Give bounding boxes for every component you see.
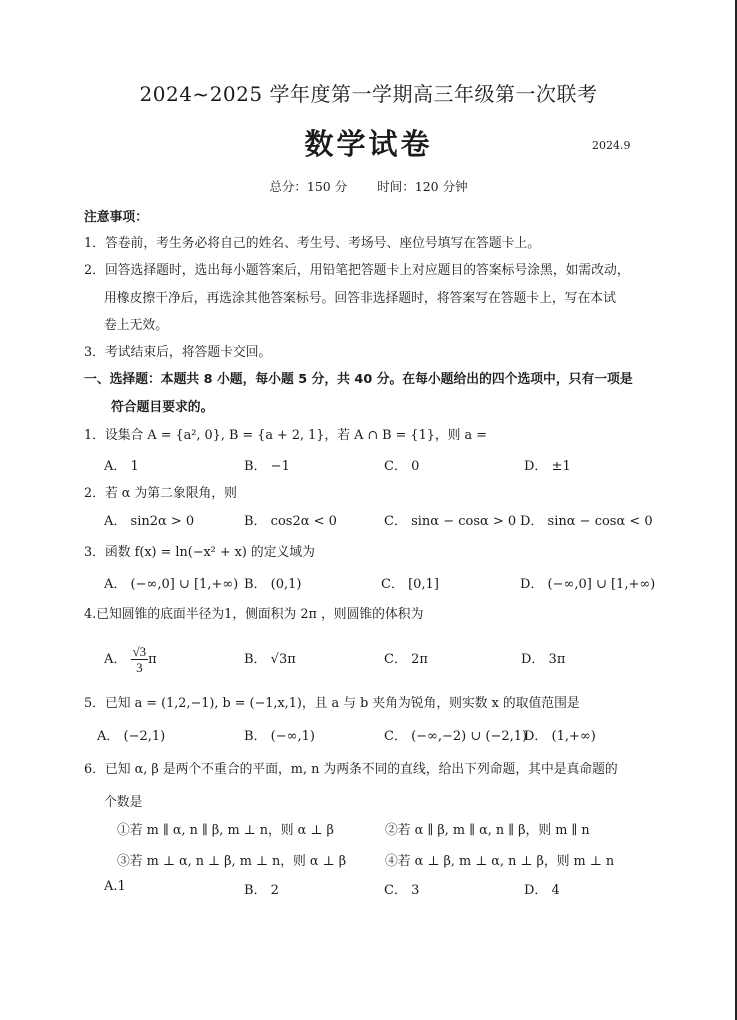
question-6-stem: 6．已知 α, β 是两个不重合的平面，m, n 为两条不同的直线，给出下列命题，其中是真命题的 [84,762,618,777]
option-d[interactable]: D． 3π [521,652,566,667]
exam-title: 2024~2025 学年度第一学期高三年级第一次联考 [139,82,598,106]
option-b[interactable]: B． (−∞,1) [244,729,315,744]
option-b[interactable]: B． √3π [244,652,296,667]
option-a-label: A． [104,652,127,667]
question-6-stem-cont: 个数是 [104,795,143,810]
option-c[interactable]: C． sinα − cosα > 0 [384,514,517,529]
option-c[interactable]: C． 2π [384,652,428,667]
fraction-denominator: 3 [136,660,143,675]
fraction [131,644,149,675]
question-4-options [0,636,737,676]
option-c[interactable]: C． [0,1] [381,577,439,592]
notice-item: 卷上无效。 [104,318,168,333]
notice-item: 用橡皮擦干净后，再选涂其他答案标号。回答非选择题时，将答案写在答题卡上，写在本试 [104,291,616,306]
proposition-3: ③若 m ⊥ α, n ⊥ β, m ⊥ n，则 α ⊥ β [117,854,347,869]
notice-item: 1．答卷前，考生务必将自己的姓名、考生号、考场号、座位号填写在答题卡上。 [84,236,541,251]
option-b[interactable]: B． −1 [244,459,290,474]
total-score: 总分：150 分 [269,179,348,194]
option-d[interactable]: D． (1,+∞) [524,729,596,744]
option-d[interactable]: D． (−∞,0] ∪ [1,+∞) [520,577,656,592]
question-2-options [0,510,737,530]
question-5-options [0,725,737,745]
question-5-stem: 5．已知 a = (1,2,−1), b = (−1,x,1)，且 a 与 b 夹角为锐角，则实数 x 的取值范围是 [84,696,580,711]
exam-time: 时间：120 分钟 [377,179,468,194]
option-b[interactable]: B． (0,1) [244,577,302,592]
option-a[interactable]: A． (−2,1) [97,729,166,744]
exam-meta [0,177,737,195]
option-c[interactable]: C． (−∞,−2) ∪ (−2,1) [384,729,528,744]
question-2-stem: 2．若 α 为第二象限角，则 [84,486,237,501]
option-d[interactable]: D． ±1 [524,459,571,474]
option-d[interactable]: D． sinα − cosα < 0 [520,514,653,529]
notice-item: 3．考试结束后，将答题卡交回。 [84,345,272,360]
option-b[interactable]: B． cos2α < 0 [244,514,337,529]
question-3-stem: 3．函数 f(x) = ln(−x² + x) 的定义域为 [84,545,315,560]
question-4-stem: 4.已知圆锥的底面半径为1，侧面积为 2π ，则圆锥的体积为 [84,607,424,622]
proposition-1: ①若 m ∥ α, n ∥ β, m ⊥ n，则 α ⊥ β [117,823,334,838]
option-a[interactable]: A.1 [104,879,126,894]
exam-date: 2024.9 [592,139,631,152]
section-heading: 一、选择题：本题共 8 小题，每小题 5 分，共 40 分。在每小题给出的四个选项中，只有一项是 [84,372,633,387]
section-heading-cont: 符合题目要求的。 [111,400,214,415]
subject-title: 数学试卷 [304,127,433,161]
notice-item: 2．回答选择题时，选出每小题答案后，用铅笔把答题卡上对应题目的答案标号涂黑，如需改动， [84,263,630,278]
option-b[interactable]: B． 2 [244,883,279,898]
fraction-numerator: √3 [132,644,147,659]
proposition-2: ②若 α ∥ β, m ∥ α, n ∥ β，则 m ∥ n [385,823,590,838]
question-3-options [0,573,737,593]
pi-symbol: π [148,652,157,667]
option-a[interactable]: A． 1 [104,459,139,474]
question-1-options [0,455,737,475]
question-6-options [0,879,737,899]
proposition-4: ④若 α ⊥ β, m ⊥ α, n ⊥ β，则 m ⊥ n [385,854,615,869]
option-c[interactable]: C． 3 [384,883,420,898]
option-c[interactable]: C． 0 [384,459,420,474]
option-d[interactable]: D． 4 [524,883,560,898]
option-a[interactable] [104,644,157,675]
question-1-stem: 1．设集合 A = {a², 0}, B = {a + 2, 1}，若 A ∩ B = {1}，则 a = [84,428,487,443]
notices-heading: 注意事项： [84,210,148,225]
option-a[interactable]: A． (−∞,0] ∪ [1,+∞) [104,577,239,592]
option-a[interactable]: A． sin2α > 0 [104,514,195,529]
